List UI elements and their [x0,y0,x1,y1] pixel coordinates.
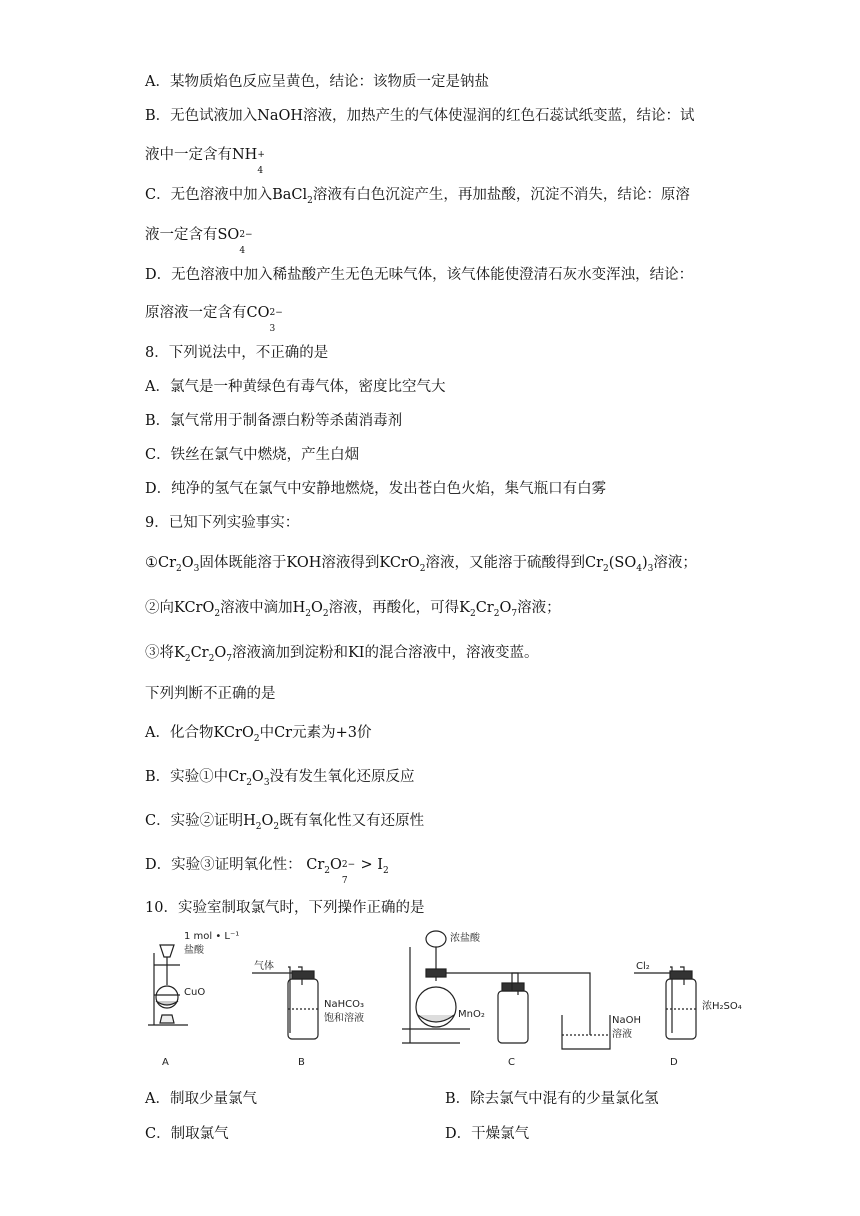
fig-c-base1: NaOH [612,1015,641,1026]
fig-c-label: C [508,1057,515,1068]
fig-c-acid: 浓盐酸 [450,933,480,944]
fig-d-reagent: 浓H₂SO₄ [702,1001,742,1012]
q7-option-d-cont: 原溶液一定含有CO 2− 3 [145,305,283,334]
q7-option-b: B．无色试液加入NaOH溶液，加热产生的气体使湿润的红色石蕊试纸变蓝，结论：试 [145,108,695,124]
q10-option-a: A．制取少量氯气 [145,1091,257,1107]
q8-option-b: B．氯气常用于制备漂白粉等杀菌消毒剂 [145,413,403,429]
fig-a-label: A [162,1057,169,1068]
q7-option-c-cont: 液一定含有SO 2− 4 [145,227,253,256]
fig-a-solid: CuO [184,987,206,998]
q9-ask: 下列判断不正确的是 [145,686,276,702]
q7-option-b-cont: 液中一定含有NH + 4 [145,147,265,176]
q9-option-b: B．实验①中$Cr_2O_3$没有发生氧化还原反应 [145,769,415,788]
fig-b-label: B [298,1057,305,1068]
fig-d-label: D [670,1057,678,1068]
fig-a-conc: 1 mol • L⁻¹ [184,931,240,942]
q9-fact-1: $①Cr_2O_3$固体既能溶于KOH溶液得到KCrO$_2$溶液，又能溶于硫酸得到$Cr_2(SO_4)_3$溶液； [145,555,697,574]
apparatus-figure [140,925,760,1075]
q7-option-a: A．某物质焰色反应呈黄色，结论：该物质一定是钠盐 [145,74,489,90]
q9-option-d: D．实验③证明氧化性： $Cr_2O$ 2− 7 > $I_2$ [145,857,389,886]
fig-b-gas: 气体 [254,961,274,972]
q9-fact-3: ③将$K_2Cr_2O_7$溶液滴加到淀粉和KI的混合溶液中，溶液变蓝。 [145,645,539,664]
q8-option-c: C．铁丝在氯气中燃烧，产生白烟 [145,447,360,463]
q10-option-d: D．干燥氯气 [445,1126,530,1142]
fig-a-acid: 盐酸 [184,945,204,956]
q7-option-d: D．无色溶液中加入稀盐酸产生无色无味气体，该气体能使澄清石灰水变浑浊，结论： [145,267,694,283]
q9-option-c: C．实验②证明$H_2O_2$既有氧化性又有还原性 [145,813,425,832]
q8-option-a: A．氯气是一种黄绿色有毒气体，密度比空气大 [145,379,446,395]
q10-option-b: B．除去氯气中混有的少量氯化氢 [445,1091,659,1107]
fig-c-solid: MnO₂ [458,1009,485,1020]
q8-stem: 8．下列说法中，不正确的是 [145,345,329,361]
q9-stem: 9．已知下列实验事实： [145,515,300,531]
fig-b-reagent1: NaHCO₃ [324,999,364,1010]
q10-stem: 10．实验室制取氯气时，下列操作正确的是 [145,900,425,916]
fig-c-base2: 溶液 [612,1029,632,1040]
q7-option-c: C．无色溶液中加入BaCl$_2$溶液有白色沉淀产生，再加盐酸，沉淀不消失，结论：原溶 [145,187,690,206]
fig-d-gas: Cl₂ [636,961,650,972]
q10-option-c: C．制取氯气 [145,1126,229,1142]
fig-b-reagent2: 饱和溶液 [324,1013,364,1024]
q9-option-a: A．化合物KCrO$_2$中Cr元素为+3价 [145,725,372,744]
q9-fact-2: ②向KCrO$_2$溶液中滴加$H_2O_2$溶液，再酸化，可得$K_2Cr_2O_7$溶液； [145,600,561,619]
q8-option-d: D．纯净的氢气在氯气中安静地燃烧，发出苍白色火焰，集气瓶口有白雾 [145,481,607,497]
